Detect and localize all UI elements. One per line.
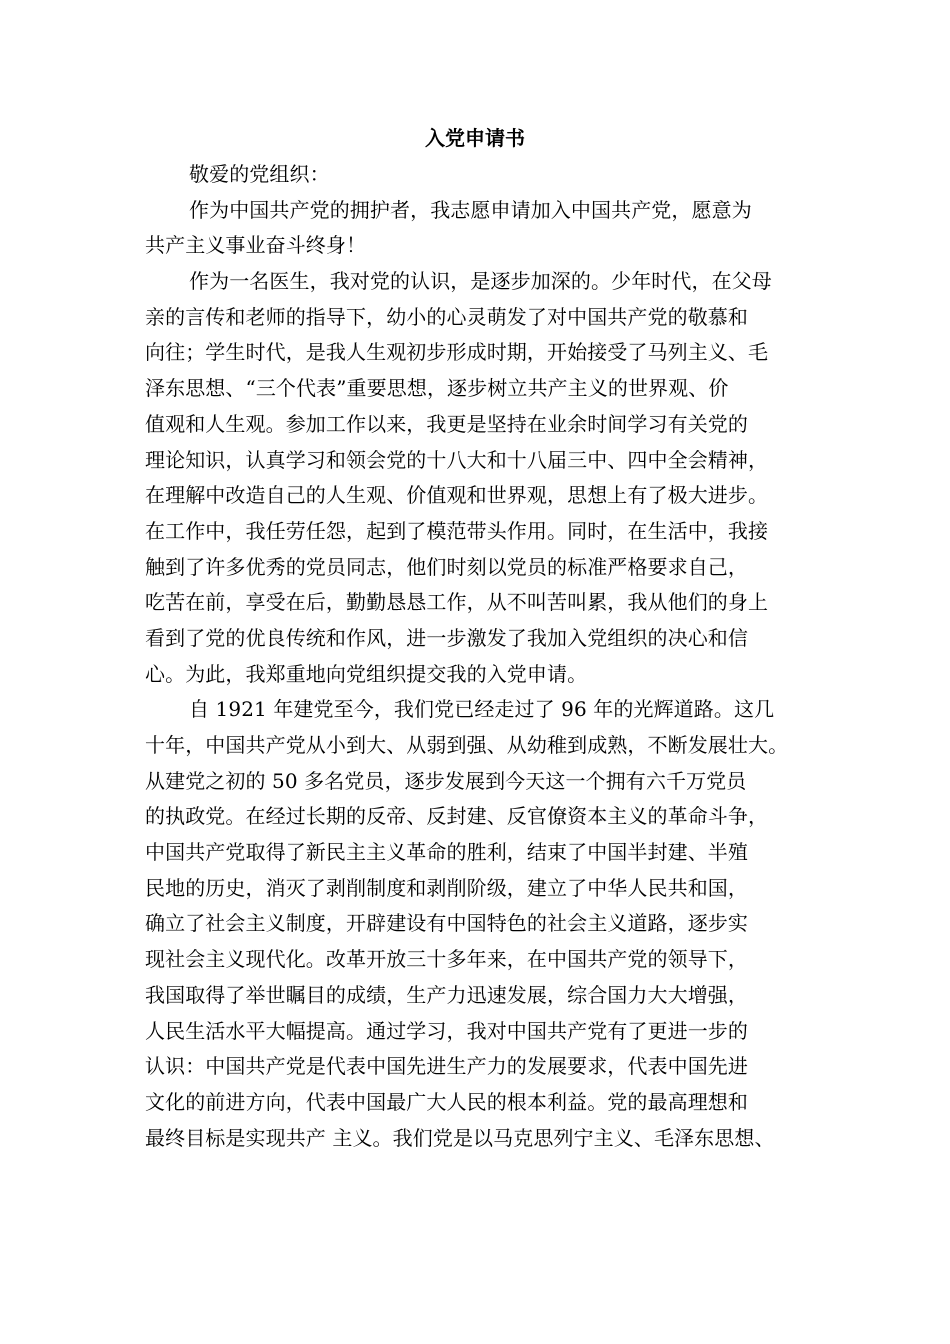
document-line: 人民生活水平大幅提高。通过学习，我对中国共产党有了更进一步的 (145, 1018, 748, 1043)
document-line: 值观和人生观。参加工作以来，我更是坚持在业余时间学习有关党的 (145, 411, 748, 436)
document-line: 看到了党的优良传统和作风，进一步激发了我加入党组织的决心和信 (145, 625, 748, 650)
document-line: 理论知识，认真学习和领会党的十八大和十八届三中、四中全会精神， (145, 447, 769, 472)
document-line: 作为一名医生，我对党的认识，是逐步加深的。少年时代，在父母 (189, 269, 772, 294)
document-line: 确立了社会主义制度，开辟建设有中国特色的社会主义道路，逐步实 (145, 911, 748, 936)
document-line: 在理解中改造自己的人生观、价值观和世界观，思想上有了极大进步。 (145, 483, 769, 508)
document-line: 最终目标是实现共产 主义。我们党是以马克思列宁主义、毛泽东思想、 (145, 1125, 775, 1150)
document-line: 自 1921 年建党至今，我们党已经走过了 96 年的光辉道路。这几 (189, 697, 775, 722)
document-line: 心。为此，我郑重地向党组织提交我的入党申请。 (145, 661, 588, 686)
document-line: 共产主义事业奋斗终身！ (145, 233, 367, 258)
document-line: 文化的前进方向，代表中国最广大人民的根本利益。党的最高理想和 (145, 1089, 748, 1114)
document-line: 认识：中国共产党是代表中国先进生产力的发展要求，代表中国先进 (145, 1054, 748, 1079)
document-line: 的执政党。在经过长期的反帝、反封建、反官僚资本主义的革命斗争， (145, 804, 769, 829)
document-line: 泽东思想、“三个代表”重要思想，逐步树立共产主义的世界观、价 (145, 376, 729, 401)
document-line: 亲的言传和老师的指导下，幼小的心灵萌发了对中国共产党的敬慕和 (145, 304, 748, 329)
document-line: 吃苦在前，享受在后，勤勤恳恳工作，从不叫苦叫累，我从他们的身上 (145, 590, 769, 615)
document-line: 在工作中，我任劳任怨，起到了模范带头作用。同时，在生活中，我接 (145, 518, 769, 543)
document-line: 触到了许多优秀的党员同志，他们时刻以党员的标准严格要求自己， (145, 554, 748, 579)
document-line: 作为中国共产党的拥护者，我志愿申请加入中国共产党，愿意为 (189, 197, 752, 222)
document-line: 中国共产党取得了新民主主义革命的胜利，结束了中国半封建、半殖 (145, 840, 748, 865)
document-title: 入党申请书 (425, 126, 525, 150)
document-line: 民地的历史，消灭了剥削制度和剥削阶级，建立了中华人民共和国， (145, 875, 748, 900)
document-line: 向往；学生时代，是我人生观初步形成时期，开始接受了马列主义、毛 (145, 340, 769, 365)
document-body (145, 157, 835, 1156)
document-line: 我国取得了举世瞩目的成绩，生产力迅速发展，综合国力大大增强， (145, 982, 748, 1007)
document-line: 从建党之初的 50 多名党员，逐步发展到今天这一个拥有六千万党员 (145, 768, 747, 793)
document-line: 现社会主义现代化。改革开放三十多年来，在中国共产党的领导下， (145, 947, 748, 972)
document-line: 敬爱的党组织： (189, 162, 330, 186)
document-line: 十年，中国共产党从小到大、从弱到强、从幼稚到成熟，不断发展壮大。 (145, 733, 789, 757)
